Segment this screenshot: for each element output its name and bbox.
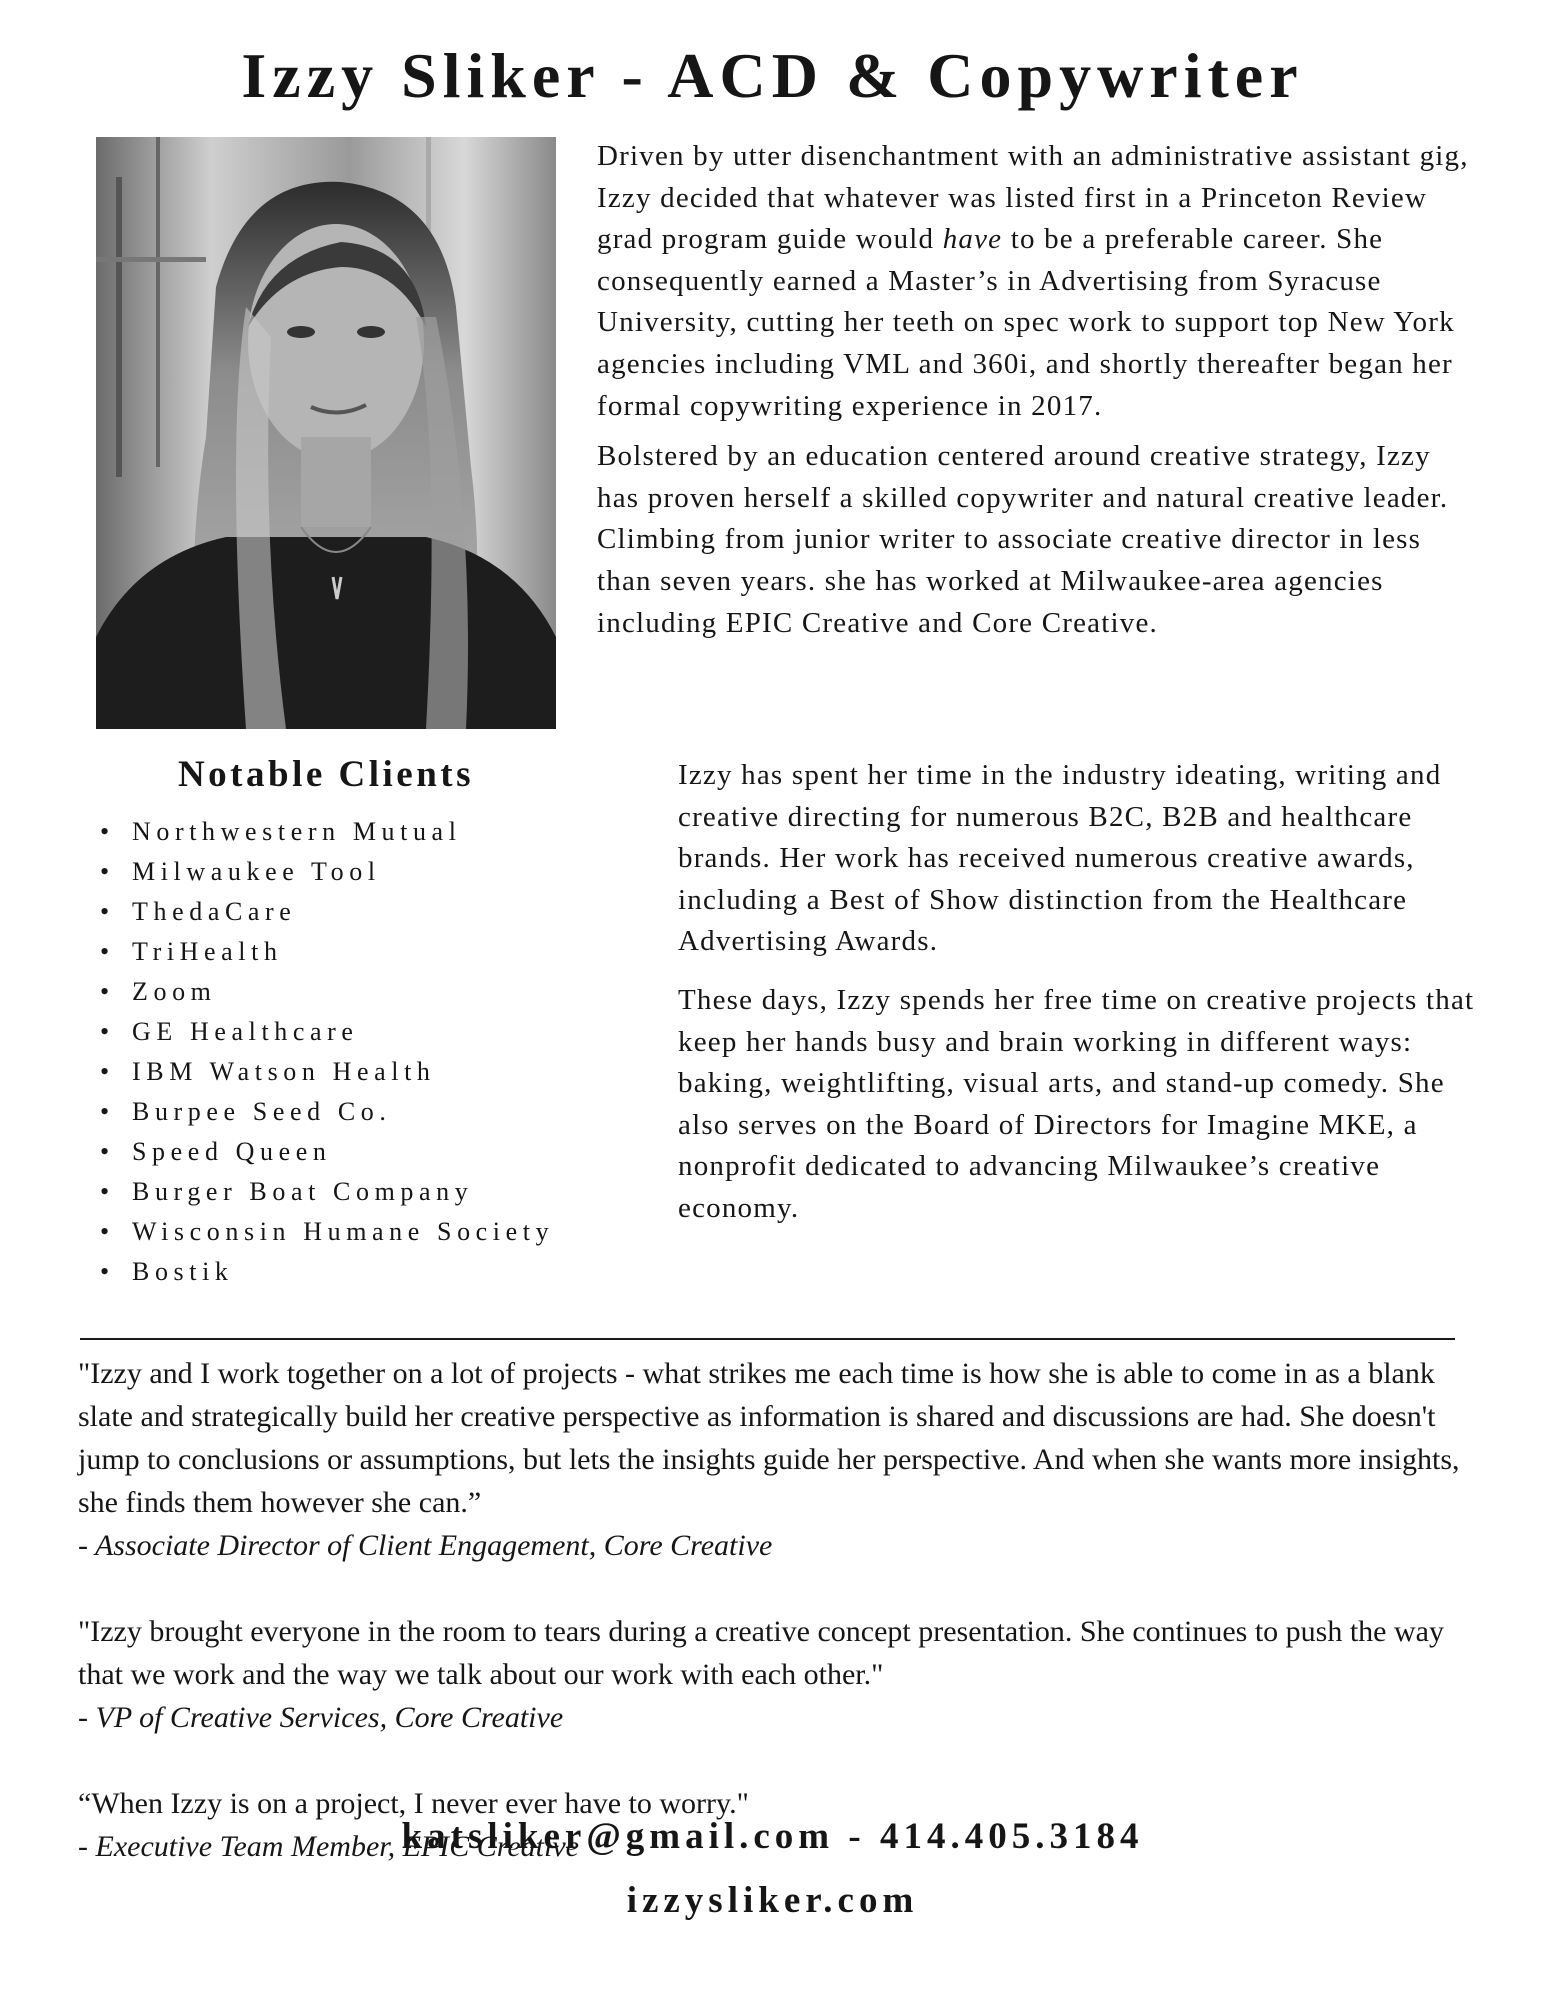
client-name: Milwaukee Tool: [132, 857, 381, 886]
testimonial-quote: "Izzy and I work together on a lot of projects - what strikes me each time is how she is able to come in as a blank slate and strategically build her creative perspective as information is shared and discussions are had. She doesn't jump to conclusions or assumptions, but lets the insights guide her perspective. And when she wants more insights, she finds them however she can.”: [78, 1357, 1460, 1519]
bullet-icon: •: [100, 1017, 110, 1046]
bullet-icon: •: [100, 937, 110, 966]
contact-info[interactable]: katsliker@gmail.com - 414.405.3184: [401, 1816, 1144, 1857]
list-item: [100, 1212, 620, 1252]
bullet-icon: •: [100, 817, 110, 846]
list-item: [100, 972, 620, 1012]
page-title: Izzy Sliker - ACD & Copywriter: [241, 40, 1304, 111]
client-name: TriHealth: [132, 937, 283, 966]
client-name: Speed Queen: [132, 1137, 332, 1166]
list-item: [100, 892, 620, 932]
list-item: [100, 1132, 620, 1172]
client-name: GE Healthcare: [132, 1017, 359, 1046]
testimonial-quote: “When Izzy is on a project, I never ever have to worry.": [78, 1787, 749, 1820]
list-item: [100, 1012, 620, 1052]
list-item: [100, 932, 620, 972]
bullet-icon: •: [100, 1097, 110, 1126]
bio-text: Driven by utter disenchantment with an administrative assistant gig, Izzy decided that whatever was listed first in a Princeton Review grad program guide would: [597, 140, 1469, 256]
list-item: [100, 812, 620, 852]
testimonial: [78, 1610, 1478, 1739]
client-name: IBM Watson Health: [132, 1057, 436, 1086]
bio-text: to be a preferable career. She consequently earned a Master’s in Advertising from Syracuse University, cutting her teeth on spec work to support top New York agencies including VML and 360i, and shortly thereafter began her formal copywriting experience in 2017.: [597, 223, 1455, 422]
client-name: Wisconsin Humane Society: [132, 1217, 555, 1246]
list-item: [100, 1052, 620, 1092]
testimonial-quote: "Izzy brought everyone in the room to tears during a creative concept presentation. She continues to push the way that we work and the way we talk about our work with each other.": [78, 1615, 1444, 1691]
bio-paragraph-4: These days, Izzy spends her free time on creative projects that keep her hands busy and brain working in different ways: baking, weightlifting, visual arts, and stand-up comedy. She also serves on the Board of Directors for Imagine MKE, a nonprofit dedicated to advancing Milwaukee’s creative economy.: [678, 983, 1475, 1224]
clients-list: [100, 812, 620, 1292]
bio-continued: [678, 755, 1488, 1247]
portrait-image: [96, 137, 556, 729]
list-item: [100, 1092, 620, 1132]
testimonial-attribution: - VP of Creative Services, Core Creative: [78, 1701, 564, 1734]
list-item: [100, 852, 620, 892]
client-name: Zoom: [132, 977, 217, 1006]
bullet-icon: •: [100, 1177, 110, 1206]
bio-emphasis: have: [942, 223, 1003, 256]
bullet-icon: •: [100, 977, 110, 1006]
bio-paragraph-2: Bolstered by an education centered around creative strategy, Izzy has proven herself a skilled copywriter and natural creative leader. Climbing from junior writer to associate creative director in less than seven years. she has worked at Milwaukee-area agencies including EPIC Creative and Core Creative.: [597, 440, 1449, 639]
bullet-icon: •: [100, 1057, 110, 1086]
bio-paragraph-3: Izzy has spent her time in the industry ideating, writing and creative directing for numerous B2C, B2B and healthcare brands. Her work has received numerous creative awards, including a Best of Show distinction from the Healthcare Advertising Awards.: [678, 759, 1442, 958]
bullet-icon: •: [100, 857, 110, 886]
testimonial-attribution: - Executive Team Member, EPIC Creative: [78, 1830, 579, 1863]
bullet-icon: •: [100, 1217, 110, 1246]
bio-paragraph-1: [597, 136, 1477, 427]
website-link[interactable]: izzysliker.com: [626, 1880, 919, 1921]
testimonial: [78, 1352, 1478, 1567]
bullet-icon: •: [100, 1137, 110, 1166]
client-name: Burpee Seed Co.: [132, 1097, 392, 1126]
client-name: Bostik: [132, 1257, 234, 1286]
client-name: Northwestern Mutual: [132, 817, 462, 846]
client-name: ThedaCare: [132, 897, 297, 926]
list-item: [100, 1252, 620, 1292]
list-item: [100, 1172, 620, 1212]
clients-heading: Notable Clients: [177, 754, 475, 795]
portrait-photo: [96, 137, 556, 729]
client-name: Burger Boat Company: [132, 1177, 474, 1206]
section-divider: [80, 1338, 1455, 1340]
bio-intro: [597, 136, 1477, 653]
testimonial-attribution: - Associate Director of Client Engagement, Core Creative: [78, 1529, 773, 1562]
bullet-icon: •: [100, 1257, 110, 1286]
bullet-icon: •: [100, 897, 110, 926]
